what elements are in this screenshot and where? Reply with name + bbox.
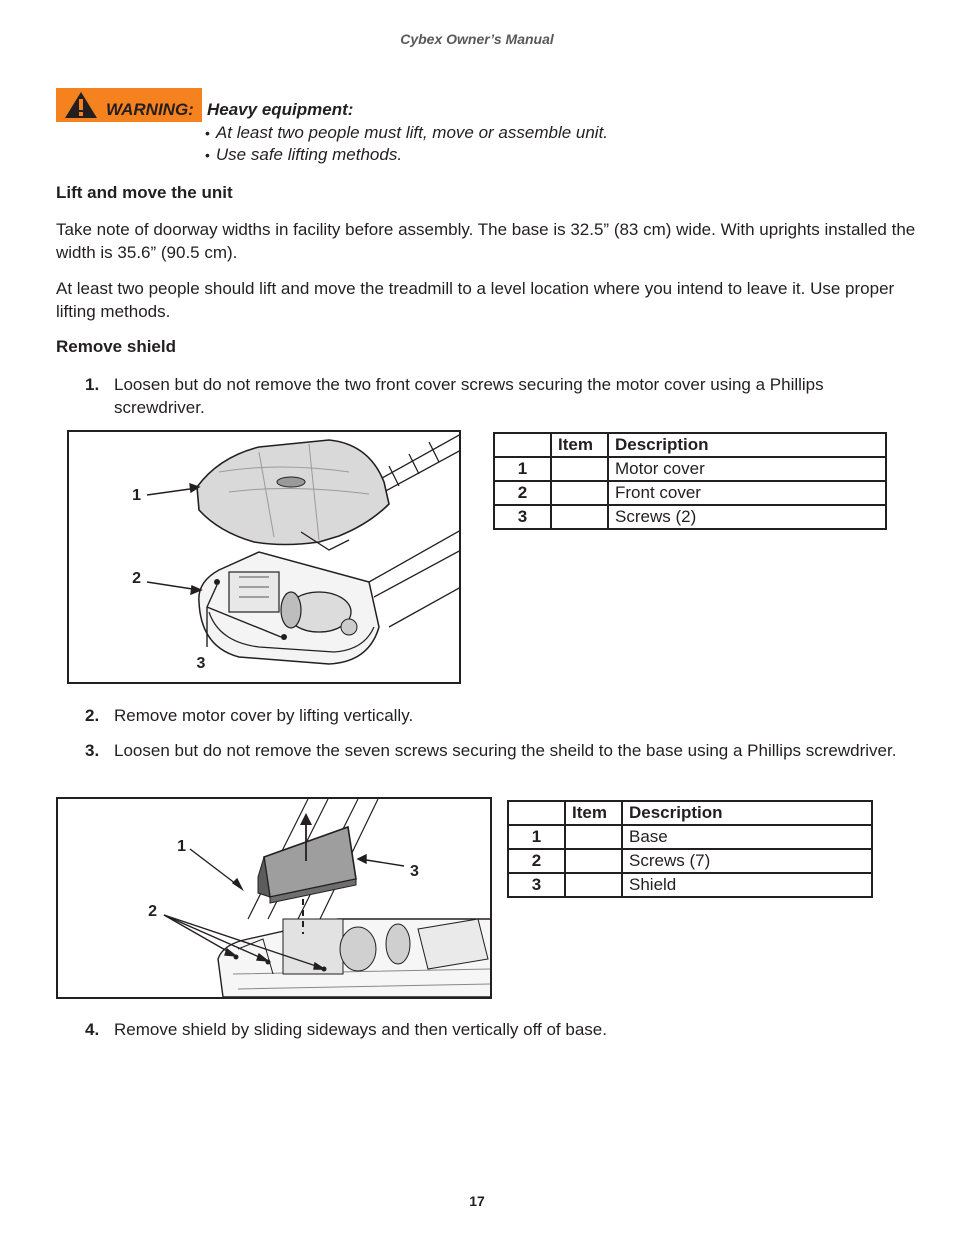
paragraph: Take note of doorway widths in facility before assembly. The base is 32.5” (83 cm) wide. With uprights installed the width is 35.6” (90.5 cm).	[56, 220, 916, 262]
manual-title: Cybex Owner’s Manual	[400, 31, 554, 47]
motor-cover-figure	[67, 430, 461, 684]
table-row: 3 Screws (2)	[494, 505, 886, 529]
warning-bullet: • At least two people must lift, move or assemble unit.	[205, 123, 609, 142]
warning-badge	[56, 88, 202, 122]
page-number: 17	[469, 1193, 485, 1209]
figure1-callout-1: 1	[132, 487, 141, 504]
section-heading-lift: Lift and move the unit	[56, 183, 233, 202]
table-header-row: Item Description	[508, 801, 872, 825]
parts-table-2	[507, 800, 873, 898]
warning-triangle-icon	[64, 91, 98, 119]
table-header-row: Item Description	[494, 433, 886, 457]
figure1-callout-2: 2	[132, 570, 141, 587]
table-row: 3 Shield	[508, 873, 872, 897]
figure2-callout-3: 3	[410, 863, 419, 880]
paragraph: At least two people should lift and move the treadmill to a level location where you intend to leave it. Use proper lifting methods.	[56, 279, 895, 321]
bullet-icon: •	[205, 147, 210, 163]
treadmill-motor-illustration	[69, 432, 459, 682]
table-row: 2 Front cover	[494, 481, 886, 505]
warning-bullet: • Use safe lifting methods.	[205, 145, 403, 164]
shield-figure	[56, 797, 492, 999]
warning-label: WARNING:	[106, 100, 194, 119]
table-row: 2 Screws (7)	[508, 849, 872, 873]
bullet-icon: •	[205, 125, 210, 141]
section-heading-shield: Remove shield	[56, 337, 176, 356]
figure1-callout-3: 3	[196, 655, 206, 672]
warning-title: Heavy equipment:	[207, 100, 354, 119]
figure2-callout-1: 1	[177, 838, 186, 855]
parts-table-1	[493, 432, 887, 530]
treadmill-shield-illustration	[58, 799, 490, 997]
table-row: 1 Motor cover	[494, 457, 886, 481]
table-row: 1 Base	[508, 825, 872, 849]
figure2-callout-2: 2	[148, 903, 157, 920]
